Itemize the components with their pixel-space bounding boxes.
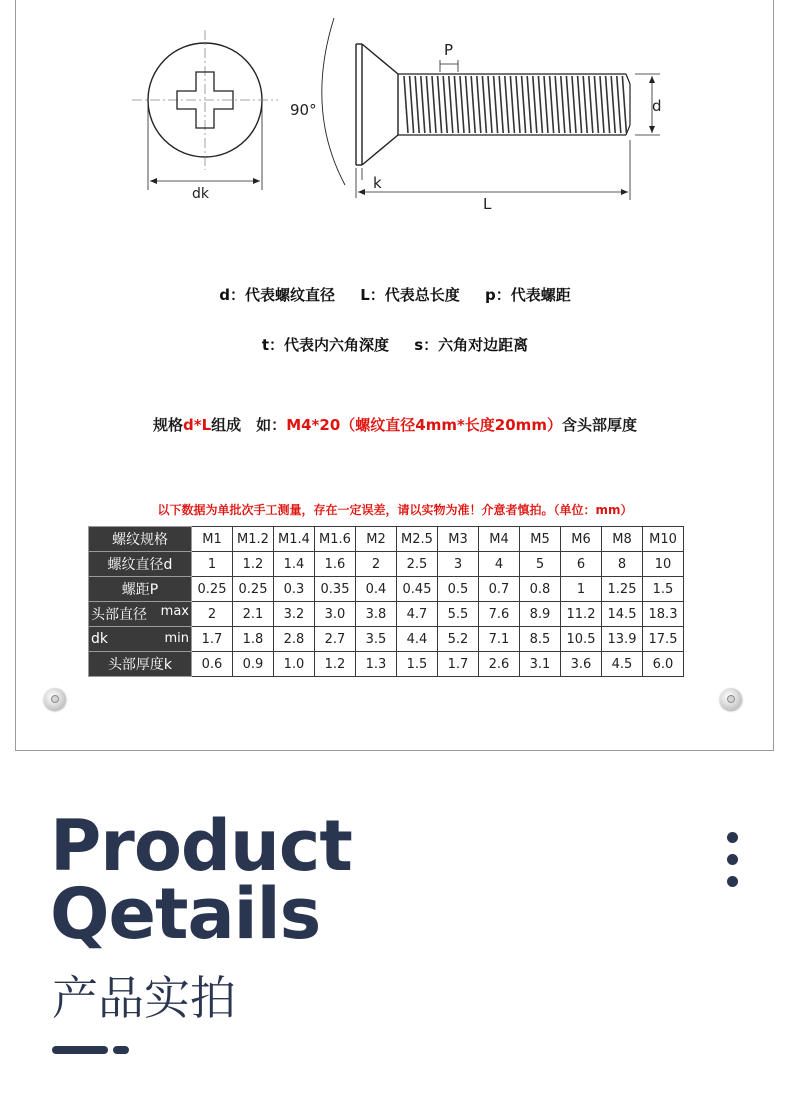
table-cell: 1.5 — [397, 652, 438, 677]
screw-icon — [720, 688, 742, 710]
table-cell: 7.6 — [479, 602, 520, 627]
thread-line — [606, 76, 610, 133]
thread-line — [432, 76, 436, 133]
table-cell: 0.7 — [479, 577, 520, 602]
table-cell: 6 — [561, 552, 602, 577]
table-cell: 4.7 — [397, 602, 438, 627]
thread-line — [589, 76, 593, 133]
thread-line — [516, 76, 520, 133]
measurement-note: 以下数据为单批次手工测量，存在一定误差，请以实物为准！介意者慎拍。（单位：mm） — [157, 503, 633, 517]
decor-bar — [52, 1046, 108, 1054]
spec-formula: d*L — [183, 416, 212, 434]
table-cell: 2.8 — [274, 627, 315, 652]
table-cell: 14.5 — [602, 602, 643, 627]
table-cell: 3.8 — [356, 602, 397, 627]
table-cell: 4 — [479, 552, 520, 577]
table-cell: M1.4 — [274, 527, 315, 552]
thread-line — [460, 76, 464, 133]
table-cell: M3 — [438, 527, 479, 552]
table-cell: 0.4 — [356, 577, 397, 602]
table-cell: 1.2 — [315, 652, 356, 677]
thread-line — [617, 76, 621, 133]
row-header-left: 头部直径 — [91, 607, 147, 623]
table-cell: 5 — [520, 552, 561, 577]
table-cell: 1.7 — [192, 627, 233, 652]
table-cell: M4 — [479, 527, 520, 552]
thread-line — [494, 76, 498, 133]
legend-item: d：代表螺纹直径 — [219, 286, 335, 304]
thread-line — [622, 76, 626, 133]
thread-line — [510, 76, 514, 133]
table-cell: 5.5 — [438, 602, 479, 627]
table-cell: 0.25 — [192, 577, 233, 602]
table-cell: 1.4 — [274, 552, 315, 577]
table-cell: 2.6 — [479, 652, 520, 677]
thread-line — [600, 76, 604, 133]
spec-table — [88, 526, 684, 677]
section-title-line-1: Product — [50, 805, 352, 887]
thread-line — [555, 76, 559, 133]
spec-middle: 组成 如： — [211, 416, 287, 434]
table-row — [89, 602, 684, 627]
table-cell: 0.6 — [192, 652, 233, 677]
decor-bar-dot — [113, 1046, 129, 1054]
table-cell: M5 — [520, 527, 561, 552]
table-cell: 0.45 — [397, 577, 438, 602]
head-top-view — [132, 30, 278, 190]
table-cell: 4.4 — [397, 627, 438, 652]
table-cell: 3.5 — [356, 627, 397, 652]
table-cell: 1.0 — [274, 652, 315, 677]
table-cell: 11.2 — [561, 602, 602, 627]
row-header: 头部厚度k — [89, 652, 192, 677]
thread-line — [499, 76, 503, 133]
table-cell: 3 — [438, 552, 479, 577]
table-cell: M1.2 — [233, 527, 274, 552]
thread-line — [471, 76, 475, 133]
section-subtitle: 产品实拍 — [52, 971, 236, 1025]
legend-item: L：代表总长度 — [360, 286, 460, 304]
table-cell: 13.9 — [602, 627, 643, 652]
table-cell: 1.5 — [643, 577, 684, 602]
spec-line — [0, 414, 790, 435]
thread-line — [611, 76, 615, 133]
table-cell: 2 — [192, 602, 233, 627]
table-cell: 2.1 — [233, 602, 274, 627]
table-row — [89, 652, 684, 677]
row-header — [89, 627, 192, 652]
thread-line — [426, 76, 430, 133]
row-header: 螺距P — [89, 577, 192, 602]
thread-line — [561, 76, 565, 133]
spec-prefix: 规格 — [153, 416, 184, 434]
thread-line — [566, 76, 570, 133]
table-cell: 1 — [561, 577, 602, 602]
section-title — [50, 805, 352, 955]
table-cell: M2.5 — [397, 527, 438, 552]
table-cell: 1 — [192, 552, 233, 577]
screw-icon — [44, 688, 66, 710]
table-cell: M8 — [602, 527, 643, 552]
table-row — [89, 527, 684, 552]
table-cell: 1.7 — [438, 652, 479, 677]
table-cell: 1.3 — [356, 652, 397, 677]
row-header-right: min — [164, 631, 189, 646]
spec-suffix: 含头部厚度 — [561, 416, 637, 434]
thread-line — [583, 76, 587, 133]
row-header — [89, 602, 192, 627]
thread-lines — [404, 76, 626, 133]
table-cell: 2.7 — [315, 627, 356, 652]
table-cell: 10.5 — [561, 627, 602, 652]
thread-line — [482, 76, 486, 133]
table-cell: 17.5 — [643, 627, 684, 652]
table-cell: 1.25 — [602, 577, 643, 602]
thread-line — [466, 76, 470, 133]
screw-diagram — [0, 0, 790, 260]
thread-line — [443, 76, 447, 133]
thread-line — [477, 76, 481, 133]
row-header-right: max — [160, 604, 189, 619]
thread-line — [527, 76, 531, 133]
table-cell: 0.35 — [315, 577, 356, 602]
label-k: k — [373, 174, 382, 192]
thread-line — [421, 76, 425, 133]
thread-line — [488, 76, 492, 133]
thread-line — [550, 76, 554, 133]
table-cell: 1.8 — [233, 627, 274, 652]
table-cell: 0.8 — [520, 577, 561, 602]
table-cell: M2 — [356, 527, 397, 552]
thread-line — [505, 76, 509, 133]
thread-line — [404, 76, 408, 133]
legend-line-2 — [0, 334, 790, 355]
thread-line — [410, 76, 414, 133]
vertical-dots-icon[interactable] — [727, 832, 739, 898]
table-cell: 18.3 — [643, 602, 684, 627]
label-P: P — [444, 41, 454, 59]
thread-line — [572, 76, 576, 133]
thread-line — [449, 76, 453, 133]
label-d: d — [652, 97, 662, 115]
table-cell: 0.25 — [233, 577, 274, 602]
table-cell: 0.9 — [233, 652, 274, 677]
table-cell: 1.2 — [233, 552, 274, 577]
thread-line — [594, 76, 598, 133]
table-cell: 4.5 — [602, 652, 643, 677]
legend-item: p：代表螺距 — [485, 286, 571, 304]
row-header: 螺纹规格 — [89, 527, 192, 552]
thread-line — [578, 76, 582, 133]
thread-line — [538, 76, 542, 133]
table-cell: 0.3 — [274, 577, 315, 602]
table-cell: 1.6 — [315, 552, 356, 577]
table-cell: 8.5 — [520, 627, 561, 652]
table-cell: M6 — [561, 527, 602, 552]
row-header: 螺纹直径d — [89, 552, 192, 577]
label-dk: dk — [192, 186, 209, 202]
table-cell: 6.0 — [643, 652, 684, 677]
table-cell: M1.6 — [315, 527, 356, 552]
thread-line — [522, 76, 526, 133]
legend-item: s：六角对边距离 — [414, 336, 529, 354]
table-row — [89, 577, 684, 602]
thread-line — [533, 76, 537, 133]
spec-example: M4*20（螺纹直径4mm*长度20mm） — [286, 416, 562, 434]
table-cell: 3.0 — [315, 602, 356, 627]
table-cell: 8.9 — [520, 602, 561, 627]
table-cell: 2 — [356, 552, 397, 577]
thread-line — [415, 76, 419, 133]
table-cell: 3.1 — [520, 652, 561, 677]
table-row — [89, 552, 684, 577]
thread-line — [438, 76, 442, 133]
row-header-left: dk — [91, 631, 108, 647]
table-cell: 10 — [643, 552, 684, 577]
table-cell: 5.2 — [438, 627, 479, 652]
table-cell: 3.6 — [561, 652, 602, 677]
table-cell: 8 — [602, 552, 643, 577]
thread-line — [544, 76, 548, 133]
table-row — [89, 627, 684, 652]
table-cell: M10 — [643, 527, 684, 552]
label-L: L — [483, 195, 492, 213]
table-cell: 2.5 — [397, 552, 438, 577]
table-cell: M1 — [192, 527, 233, 552]
table-cell: 3.2 — [274, 602, 315, 627]
table-cell: 7.1 — [479, 627, 520, 652]
legend-line-1 — [0, 284, 790, 305]
thread-line — [454, 76, 458, 133]
section-title-line-2: Qetails — [50, 873, 321, 955]
legend-item: t：代表内六角深度 — [261, 336, 389, 354]
table-cell: 0.5 — [438, 577, 479, 602]
label-angle: 90° — [290, 101, 317, 119]
